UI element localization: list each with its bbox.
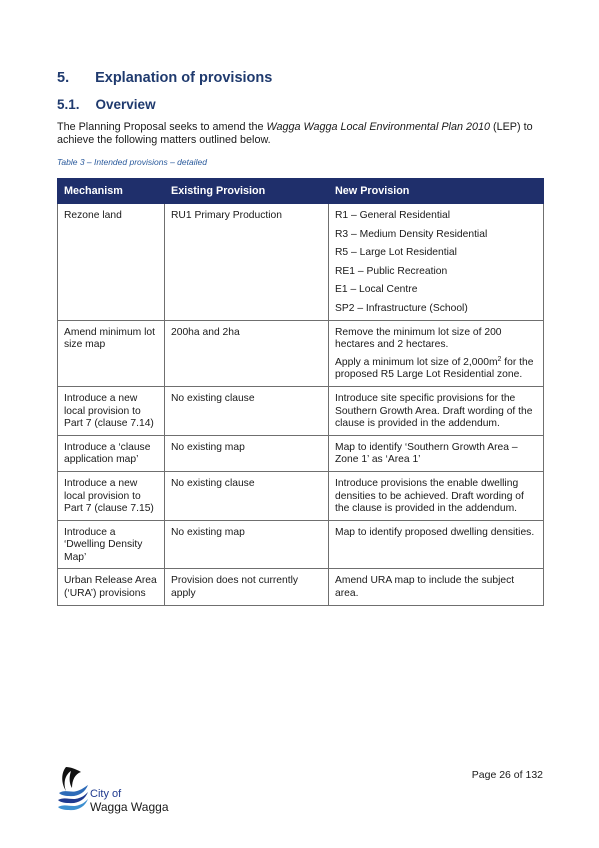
subsection-number: 5.1. <box>57 97 80 112</box>
zone-line: E1 – Local Centre <box>335 284 418 296</box>
cell-mechanism: Introduce a ‘clause application map’ <box>58 435 165 471</box>
section-title: Explanation of provisions <box>95 70 273 86</box>
cell-mechanism: Amend minimum lot size map <box>58 320 165 386</box>
intro-plan-name: Wagga Wagga Local Environmental Plan 2010 <box>266 121 490 133</box>
header-existing-provision: Existing Provision <box>165 179 329 204</box>
crow-wave-logo-icon <box>57 763 89 813</box>
intro-text-after: (LEP) to achieve the following matters outlined below. <box>57 121 533 146</box>
squared-superscript: 2 <box>497 355 502 363</box>
table-header-row <box>58 179 544 204</box>
table-row <box>58 520 544 569</box>
zone-line: SP2 – Infrastructure (School) <box>335 302 468 314</box>
header-new-provision: New Provision <box>329 179 544 204</box>
cell-new: Map to identify proposed dwelling densities. <box>329 520 544 569</box>
cell-existing: No existing map <box>165 435 329 471</box>
table-row <box>58 435 544 471</box>
zone-line: R3 – Medium Density Residential <box>335 228 488 240</box>
cell-mechanism: Urban Release Area (‘URA’) provisions <box>58 569 165 605</box>
zone-line: R1 – General Residential <box>335 210 451 221</box>
intro-text-before: The Planning Proposal seeks to amend the <box>57 121 267 133</box>
cell-mechanism: Introduce a ‘Dwelling Density Map’ <box>58 520 165 569</box>
cell-mechanism: Rezone land <box>58 204 165 321</box>
provisions-table <box>57 178 544 606</box>
cell-existing: No existing map <box>165 520 329 569</box>
city-logo <box>57 763 187 818</box>
table-row <box>58 471 544 520</box>
table-row <box>58 204 544 321</box>
cell-new <box>329 320 544 386</box>
logo-city-text: City of <box>90 788 122 800</box>
subsection-title: Overview <box>95 97 156 112</box>
cell-existing: No existing clause <box>165 471 329 520</box>
table-caption: Table 3 – Intended provisions – detailed <box>57 157 207 167</box>
table-row <box>58 569 544 605</box>
page-number: Page 26 of 132 <box>471 769 543 781</box>
section-heading <box>57 70 272 86</box>
lot-size-text: Apply a minimum lot size of 2,000m <box>335 356 498 368</box>
section-number: 5. <box>57 70 70 86</box>
table-row <box>58 320 544 386</box>
cell-existing: RU1 Primary Production <box>165 204 329 321</box>
cell-existing: No existing clause <box>165 386 329 435</box>
cell-new <box>329 204 544 321</box>
cell-new: Map to identify ‘Southern Growth Area – Zone 1’ as ‘Area 1’ <box>329 435 544 471</box>
new-provision-paragraph <box>335 357 537 382</box>
subsection-heading <box>57 97 156 112</box>
new-provision-paragraph: Remove the minimum lot size of 200 hectares and 2 hectares. <box>335 326 502 351</box>
cell-new: Introduce provisions the enable dwelling densities to be achieved. Draft wording of the clause is provided in the addendum. <box>329 471 544 520</box>
zone-line: RE1 – Public Recreation <box>335 265 448 277</box>
cell-new: Introduce site specific provisions for the Southern Growth Area. Draft wording of the clause is provided in the addendum. <box>329 386 544 435</box>
cell-mechanism: Introduce a new local provision to Part 7 (clause 7.14) <box>58 386 165 435</box>
header-mechanism: Mechanism <box>58 179 165 204</box>
zone-line: R5 – Large Lot Residential <box>335 247 457 259</box>
intro-paragraph <box>57 121 547 147</box>
cell-new: Amend URA map to include the subject area. <box>329 569 544 605</box>
table-row <box>58 386 544 435</box>
cell-existing: Provision does not currently apply <box>165 569 329 605</box>
cell-mechanism: Introduce a new local provision to Part 7 (clause 7.15) <box>58 471 165 520</box>
lot-size-text-rest: for the proposed R5 Large Lot Residential zone. <box>335 356 534 381</box>
logo-name-text: Wagga Wagga <box>90 800 169 814</box>
cell-existing: 200ha and 2ha <box>165 320 329 386</box>
